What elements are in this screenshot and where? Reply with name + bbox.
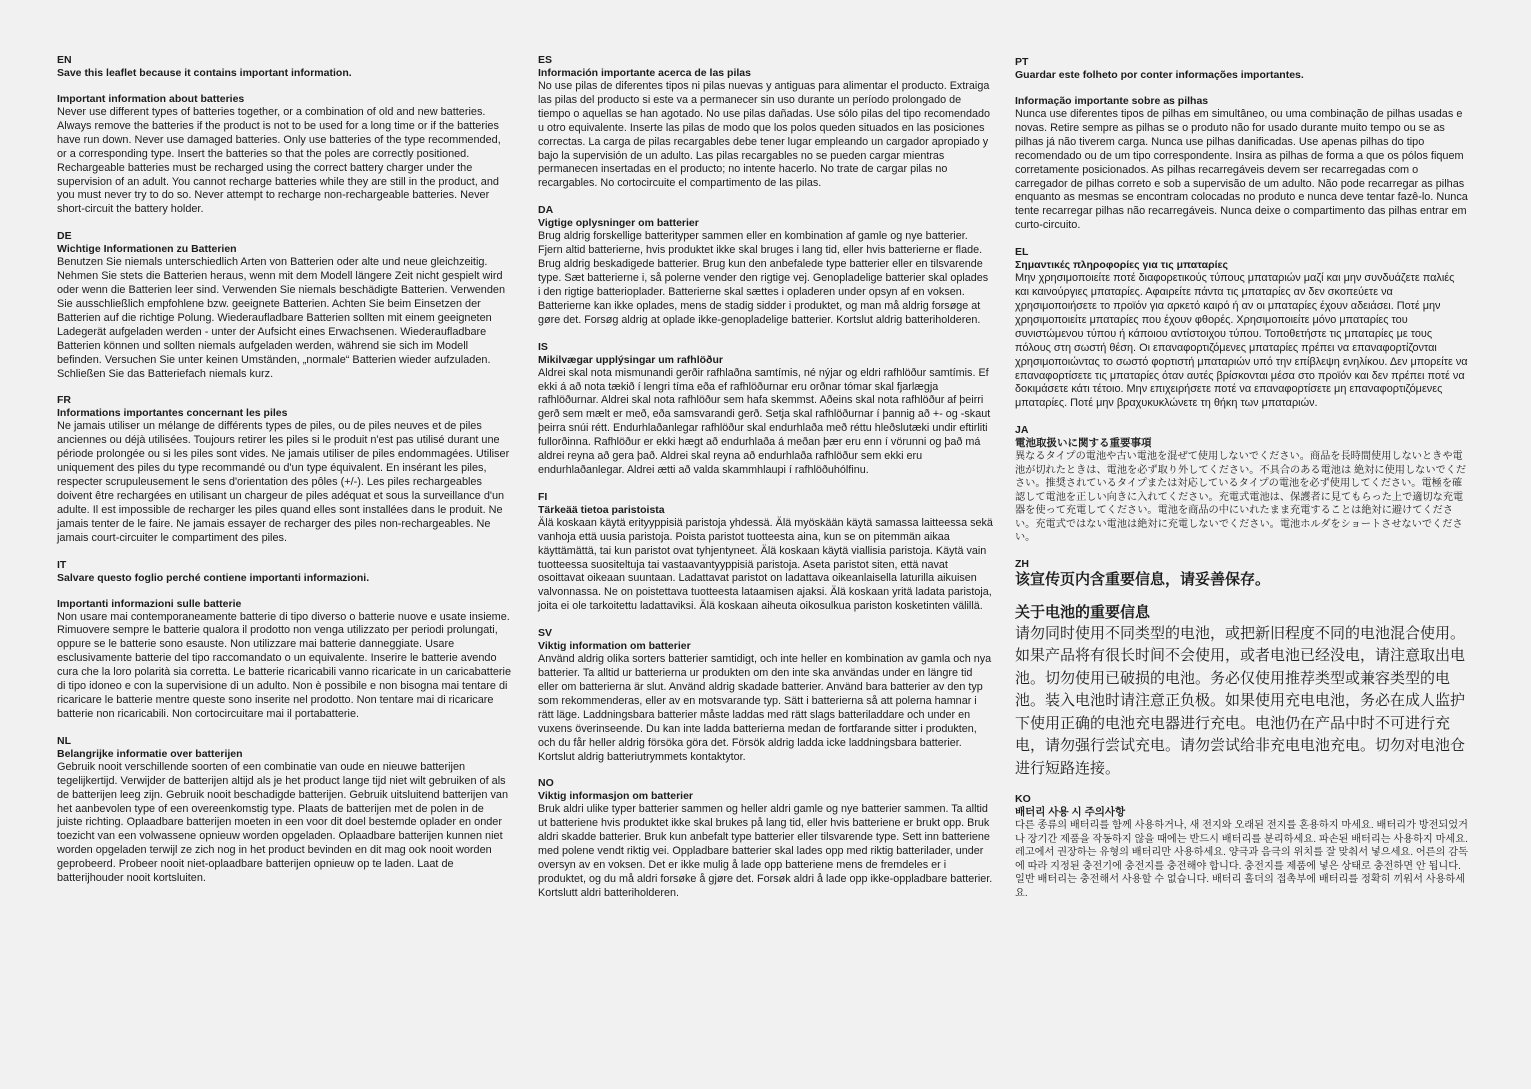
language-code: NO [538, 777, 554, 790]
section-sv [538, 627, 993, 764]
column-middle [538, 54, 993, 914]
section-it [57, 559, 512, 722]
section-heading: 電池取扱いに関する重要事項 [1015, 437, 1152, 450]
save-notice: Save this leaflet because it contains important information. [57, 67, 352, 79]
section-heading: Viktig informasjon om batterier [538, 790, 694, 803]
section-text: Never use different types of batteries together, or a combination of old and new batteries. Always remove the batteries if the product is not to be used for a long time or if the batteries have run down. Never use damaged batteries. Only use batteries of the type recommended, or a corresponding type. Insert the batteries so that the poles are correctly positioned. Rechargeable batteries must be recharged using the correct battery charger under the supervision of an adult. You cannot recharge batteries while they are still in the product, and you must never try to do so. Never attempt to recharge non-rechargeable batteries. Never short-circuit the battery holder. [57, 106, 501, 216]
section-text: Benutzen Sie niemals unterschiedlich Arten von Batterien oder alte und neue gleichzeitig. Nehmen Sie stets die Batterien heraus, wenn mit dem Modell längere Zeit nicht gespielt wird oder wenn die Batterien leer sind. Verwenden Sie niemals beschädigte Batterien. Verwenden Sie ausschließlich empfohlene bzw. geeignete Batterien. Achten Sie beim Einsetzen der Batterien auf die richtige Polung. Wiederaufladbare Batterien sollten mit einem geeigneten Ladegerät aufgeladen werden - unter der Aufsicht eines Erwachsenen. Wiederaufladbare Batterien können und sollten niemals aufgeladen werden, während sie sich im Modell befinden. Versuchen Sie unter keinen Umständen, „normale“ Batterien wieder aufzuladen. Schließen Sie das Batteriefach niemals kurz. [57, 256, 506, 380]
language-code: ZH [1015, 557, 1029, 570]
section-ko [1015, 793, 1470, 900]
section-text: Använd aldrig olika sorters batterier samtidigt, och inte heller en kombination av gamla och nya batterier. Ta alltid ur batterierna ur produkten om den inte ska användas under en längre tid eller om batterierna är slut. Använd aldrig skadade batterier. Använd bara batterier av den typ som rekommenderas, eller av en motsvarande typ. Sätt i batterierna så att polerna hamnar i rätt läge. Laddningsbara batterier måste laddas med rätt slags batteriladdare och under en vuxens överinseende. Du kan inte ladda batterierna medan de fortfarande sitter i produkten, och du får heller aldrig försöka göra det. Försök aldrig ladda icke laddningsbara batterier. Kortslut aldrig batteriutrymmets kontaktytor. [538, 653, 992, 763]
section-text: Nunca use diferentes tipos de pilhas em simultâneo, ou uma combinação de pilhas usadas e novas. Retire sempre as pilhas se o produto não for usado durante muito tempo ou se as pilhas já não tiverem carga. Nunca use pilhas danificadas. Use apenas pilhas do tipo recomendado ou de um tipo correspondente. Insira as pilhas de forma a que os pólos fiquem corretamente posicionados. As pilhas recarregáveis devem ser recarregadas com o carregador de pilhas correto e sob a supervisão de um adulto. Não pode recarregar as pilhas enquanto as mesmas se encontram colocadas no produto e nunca deve tentar fazê-lo. Nunca tente recarregar pilhas não recarregáveis. Nunca deixe o compartimento das pilhas entrar em curto-circuito. [1015, 108, 1468, 232]
section-heading: Σημαντικές πληροφορίες για τις μπαταρίες [1015, 259, 1228, 272]
language-code: KO [1015, 793, 1031, 806]
section-heading: Importanti informazioni sulle batterie [57, 597, 242, 610]
language-code: JA [1015, 424, 1029, 437]
section-heading: Informations importantes concernant les piles [57, 407, 288, 420]
section-zh [1015, 558, 1470, 781]
language-code: DA [538, 204, 554, 217]
section-text: Non usare mai contemporaneamente batterie di tipo diverso o batterie nuove e usate insieme. Rimuovere sempre le batterie qualora il prodotto non venga utilizzato per periodi prolungati, oppure se le batterie sono esauste. Non utilizzare mai batterie danneggiate. Usare esclusivamente batterie del tipo raccomandato o un equivalente. Inserire le batterie avendo cura che la loro polarità sia corretta. Le batterie ricaricabili vanno ricaricate in un caricabatterie di tipo idoneo e con la supervisione di un adulto. Non è possibile e non bisogna mai tentare di ricaricare le batterie mentre queste sono inserite nel prodotto. Non tentare mai di ricaricare batterie non ricaricabili. Non cortocircuitare mai il portabatterie. [57, 610, 511, 720]
language-code: FI [538, 490, 548, 503]
section-is [538, 341, 993, 478]
section-heading: Información importante acerca de las pilas [538, 67, 751, 79]
language-code: DE [57, 230, 72, 243]
section-text: No use pilas de diferentes tipos ni pilas nuevas y antiguas para alimentar el producto. Extraiga las pilas del producto si este va a permanecer sin uso durante un período prolongado de tiempo o aquellas se han agotado. No use pilas dañadas. Use sólo pilas del tipo recomendado u otro equivalente. Inserte las pilas de modo que los polos queden situados en las posiciones correctas. La carga de pilas recargables debe tener lugar empleando un cargador apropiado y bajo la supervisión de un adulto. Las pilas recargables no se pueden cargar mientras permanecen insertadas en el producto; no intente hacerlo. No trate de cargar pilas no recargables. No cortocircuite el compartimento de las pilas. [538, 80, 990, 190]
section-fi [538, 491, 993, 614]
language-code: FR [57, 394, 71, 407]
section-heading: Important information about batteries [57, 93, 245, 105]
section-heading: Mikilvægar upplýsingar um rafhlöður [538, 353, 723, 366]
section-da [538, 204, 993, 327]
section-heading: Tärkeää tietoa paristoista [538, 503, 665, 516]
language-code: SV [538, 627, 553, 640]
language-code: IS [538, 340, 548, 353]
section-fr [57, 394, 512, 545]
section-text: Bruk aldri ulike typer batterier sammen og heller aldri gamle og nye batterier sammen. Ta alltid ut batteriene hvis produktet ikke skal brukes på lang tid, eller hvis batteriene er brukt opp. Bruk aldri skadde batterier. Bruk kun anbefalt type batterier eller tilsvarende type. Sett inn batteriene med polene vendt riktig vei. Oppladbare batterier skal lades opp med riktig batterilader, under oversyn av en voksen. Det er ikke mulig å lade opp batteriene mens de fremdeles er i produktet, og du må aldri forsøke å gjøre det. Forsøk aldri å lade opp ikke-oppladbare batterier. Kortslutt aldri batteriholderen. [538, 803, 993, 899]
section-heading: Informação importante sobre as pilhas [1015, 95, 1209, 107]
section-nl [57, 735, 512, 886]
section-de [57, 230, 512, 381]
section-heading: Viktig information om batterier [538, 640, 691, 653]
section-text: Älä koskaan käytä erityyppisiä paristoja yhdessä. Älä myöskään käytä samassa laitteessa sekä vanhoja että uusia paristoja. Poista paristot tuotteesta aina, kun se on pitemmän aikaa käyttämättä, tai kun paristot ovat tyhjentyneet. Älä koskaan käytä viallisia paristoja. Käytä vain tuotteessa suositeltuja tai vastaavantyyppisiä paristoja. Aseta paristot siten, että navat osoittavat oikeaan suuntaan. Ladattavat paristot on ladattava oikeanlaisella laturilla aikuisen valvonnassa. Ne on poistettava tuotteesta lataamisen ajaksi. Älä koskaan yritä ladata paristoja, joita ei ole tarkoitettu ladattaviksi. Älä koskaan aiheuta oikosulkua pariston kosketinten välillä. [538, 516, 993, 613]
section-text: 请勿同时使用不同类型的电池，或把新旧程度不同的电池混合使用。如果产品将有很长时间不会使用，或者电池已经没电，请注意取出电池。切勿使用已破损的电池。务必仅使用推荐类型或兼容类型的电池。装入电池时请注意正负极。如果使用充电电池，务必在成人监护下使用正确的电池充电器进行充电。电池仍在产品中时不可进行充电，请勿强行尝试充电。请勿尝试给非充电电池充电。切勿对电池仓进行短路连接。 [1015, 624, 1466, 777]
section-text: Brug aldrig forskellige batterityper sammen eller en kombination af gamle og nye batterier. Fjern altid batterierne, hvis produktet ikke skal bruges i lang tid, eller hvis batterierne er flade. Brug aldrig beskadigede batterier. Brug kun den anbefalede type batterier eller en tilsvarende type. Sæt batterierne i, så polerne vender den rigtige vej. Genopladelige batterier skal oplades i den rigtige batterioplader. Batterierne skal sættes i opladeren under opsyn af en voksen. Batterierne kan ikke oplades, mens de stadig sidder i produktet, og man må aldrig forsøge at gøre det. Forsøg aldrig at oplade ikke-genopladelige batterier. Kortslut aldrig batteriholderen. [538, 230, 989, 326]
language-code: EN [57, 54, 72, 66]
section-heading: Vigtige oplysninger om batterier [538, 217, 699, 230]
section-text: Gebruik nooit verschillende soorten of een combinatie van oude en nieuwe batterijen tegelijkertijd. Verwijder de batterijen altijd als je het product lange tijd niet wilt gebruiken of als de batterijen leeg zijn. Gebruik nooit beschadigde batterijen. Gebruik uitsluitend batterijen van het aanbevolen type of een overeenkomstig type. Plaats de batterijen met de polen in de juiste richting. Oplaadbare batterijen moeten in een voor dit doel bestemde oplader en onder toezicht van een volwassene opnieuw worden opgeladen. Oplaadbare batterijen kunnen niet worden opgeladen terwijl ze zich nog in het product bevinden en dit mag ook nooit worden geprobeerd. Probeer nooit niet-oplaadbare batterijen opnieuw op te laden. Laat de batterijhouder nooit kortsluiten. [57, 760, 509, 885]
language-code: NL [57, 734, 71, 747]
section-el [1015, 246, 1470, 411]
section-heading: 关于电池的重要信息 [1015, 603, 1151, 621]
column-right [1015, 54, 1470, 913]
save-notice: Salvare questo foglio perché contiene importanti informazioni. [57, 571, 370, 584]
section-text: 다른 종류의 배터리를 함께 사용하거나, 새 전지와 오래된 전지를 혼용하지 마세요. 배터리가 방전되었거나 장기간 제품을 작동하지 않을 때에는 반드시 배터리를 분리하세요. 파손된 배터리는 사용하지 마세요. 레고에서 권장하는 유형의 배터리만 사용하세요. 양극과 음극의 위치를 잘 맞춰서 넣으세요. 어른의 감독에 따라 지정된 충전기에 충전지를 충전해야 합니다. 충전지를 제품에 넣은 상태로 충전하면 안 됩니다. 일반 배터리는 충전해서 사용할 수 없습니다. 배터리 홀더의 접촉부에 배터리를 정확히 끼워서 사용하세요. [1015, 820, 1468, 899]
section-text: Ne jamais utiliser un mélange de différents types de piles, ou de piles neuves et de piles anciennes ou déjà utilisées. Toujours retirer les piles si le produit n'est pas utilisé durant une période prolongée ou si les piles sont vides. Ne jamais utiliser de piles endommagées. Utiliser uniquement des piles du type recommandé ou d'un type équivalent. En insérant les piles, respecter scrupuleusement le sens d'orientation des pôles (+/-). Les piles rechargeables doivent être rechargées en utilisant un chargeur de piles adéquat et sous la surveillance d'un adulte. Il est impossible de recharger les piles quand elles sont installées dans le produit. Ne jamais tenter de le faire. Ne jamais essayer de recharger des piles non-rechargeables. Ne jamais court-circuiter le compartiment des piles. [57, 420, 510, 544]
section-es [538, 54, 993, 191]
section-text: Aldrei skal nota mismunandi gerðir rafhlaðna samtímis, né nýjar og eldri rafhlöður samtímis. Ef ekki á að nota tækið í lengri tíma eða ef rafhlöðurnar eru orðnar tómar skal fjarlægja rafhlöðurnar. Aldrei skal nota rafhlöður sem hafa skemmst. Aðeins skal nota rafhlöður af þeirri gerð sem mælt er með, eða samsvarandi gerð. Setja skal rafhlöðurnar í þannig að +- og -skaut þeirra snúi rétt. Endurhlaðanlegar rafhlöður skal endurhlaða með réttu hleðslutæki undir eftirliti fullorðinna. Rafhlöður er ekki hægt að endurhlaða á meðan þær eru enn í vörunni og það má aldrei reyna að gera það. Aldrei skal reyna að endurhlaða rafhlöður sem ekki eru endurhlaðanlegar. Aldrei ætti að valda skammhlaupi í rafhlöðuhólfinu. [538, 366, 991, 476]
language-code: IT [57, 558, 67, 571]
section-pt [1015, 56, 1470, 233]
section-no [538, 777, 993, 900]
column-left [57, 54, 512, 899]
language-code: PT [1015, 56, 1029, 68]
section-heading: Belangrijke informatie over batterijen [57, 747, 243, 760]
section-ja [1015, 424, 1470, 545]
save-notice: 该宣传页内含重要信息，请妥善保存。 [1015, 570, 1271, 588]
save-notice: Guardar este folheto por conter informações importantes. [1015, 69, 1304, 81]
section-text: 異なるタイプの電池や古い電池を混ぜて使用しないでください。商品を長時間使用しないときや電池が切れたときは、電池を必ず取り外してください。不具合のある電池は 絶対に使用しないでください。推奨されているタイプまたは対応しているタイプの電池を必ず使用してください。電極を確認して電池を正しい向きに入れてください。充電式電池は、保護者に見てもらった上で適切な充電器を使って充電してください。電池を商品の中にいれたまま充電することは絶対に避けてください。充電式ではない電池は絶対に充電しないでください。電池ホルダをショートさせないでください。 [1015, 451, 1467, 544]
section-text: Μην χρησιμοποιείτε ποτέ διαφορετικούς τύπους μπαταριών μαζί και μην συνδυάζετε παλιές και καινούργιες μπαταρίες. Αφαιρείτε πάντα τις μπαταρίες αν δεν σκοπεύετε να χρησιμοποιήσετε το προϊόν για αρκετό καιρό ή αν οι μπαταρίες έχουν αδειάσει. Ποτέ μην χρησιμοποιείτε μπαταρίες που έχουν φθορές. Χρησιμοποιείτε μόνο μπαταρίες του συνιστώμενου τύπου ή κάποιου αντίστοιχου τύπου. Τοποθετήστε τις μπαταρίες με τους πόλους στη σωστή θέση. Οι επαναφορτιζόμενες μπαταρίες πρέπει να επαναφορτίζονται χρησιμοποιώντας το σωστό φορτιστή μπαταριών υπό την επίβλεψη ενηλίκου. Δεν μπορείτε να επαναφορτίσετε τις μπαταρίες όταν αυτές βρίσκονται μέσα στο προϊόν και δεν πρέπει ποτέ να δοκιμάσετε κάτι τέτοιο. Μην επιχειρήσετε ποτέ να επαναφορτίσετε μη επαναφορτιζόμενες μπαταρίες. Ποτέ μην βραχυκυκλώνετε τη θήκη των μπαταριών. [1015, 272, 1468, 410]
section-heading: Wichtige Informationen zu Batterien [57, 243, 237, 256]
section-en [57, 54, 512, 217]
section-heading: 배터리 사용 시 주의사항 [1015, 806, 1126, 819]
language-code: ES [538, 54, 553, 66]
language-code: EL [1015, 246, 1029, 259]
